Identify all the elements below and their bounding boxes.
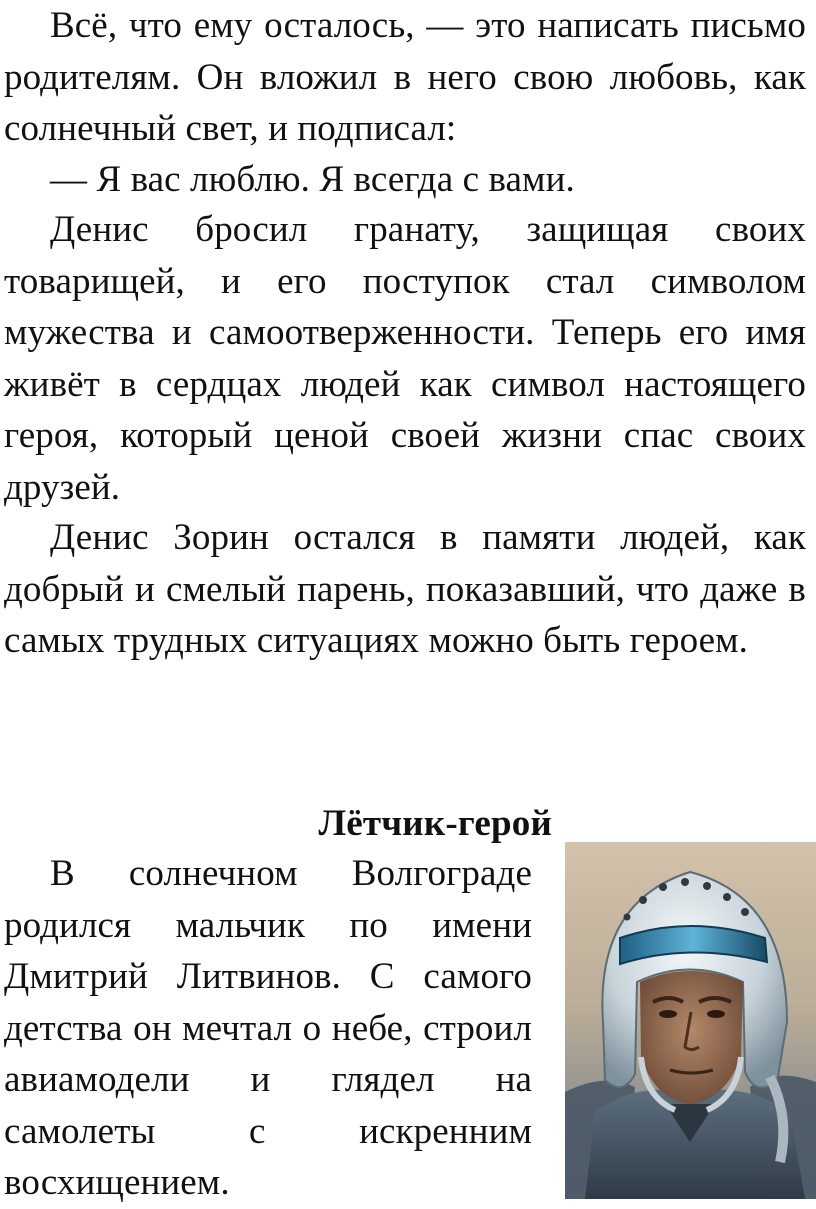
paragraph-memory: Денис Зорин остался в памяти людей, как добрый и смелый парень, показавший, что даже в самых трудных ситуациях можно быть героем. [4, 517, 806, 661]
paragraph-quote: — Я вас люблю. Я всегда с вами. [50, 159, 575, 200]
section-title: Лётчик-герой [318, 803, 552, 844]
paragraph-pilot-intro: В солнечном Волгограде родился мальчик по имени Дмитрий Литвинов. С самого детства он мечтал о небе, строил авиамодели и глядел на самолеты с искренним восхищением. [4, 853, 532, 1203]
pilot-portrait-illustration [565, 842, 816, 1199]
paragraph-grenade: Денис бросил гранату, защищая своих товарищей, и его поступок стал символом мужества и самоотверженности. Теперь его имя живёт в сердцах людей как символ настоящего героя, который ценой своей жизни спас своих друзей. [4, 209, 806, 508]
pilot-portrait [565, 842, 816, 1199]
paragraph-letter: Всё, что ему осталось, — это написать письмо родителям. Он вложил в него свою любовь, как солнечный свет, и подписал: [4, 5, 806, 149]
